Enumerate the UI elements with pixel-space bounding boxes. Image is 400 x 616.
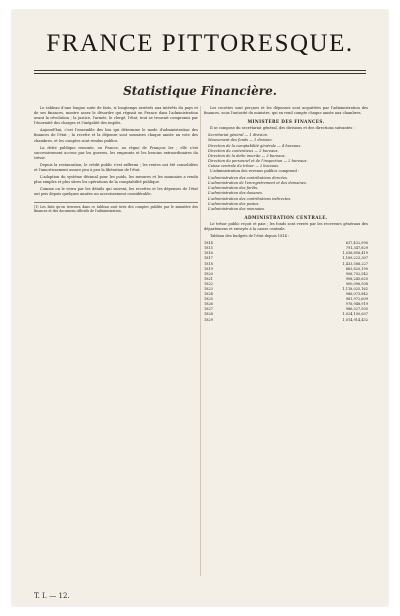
document-page (12, 10, 388, 606)
masthead-rule-double (34, 73, 366, 74)
row-label: 1827 (204, 307, 213, 312)
ministry-heading: MINISTÈRE DES FINANCES. (247, 119, 325, 125)
row-label: 1819 (204, 266, 213, 271)
row-amount: 1,118,025,162 (342, 287, 368, 291)
row-amount: 1,024,100,637 (342, 312, 368, 317)
list-item: Direction du personnel et de l'inspection — 2 bureaux. (208, 158, 308, 163)
budget-table (204, 241, 368, 323)
masthead-rule (34, 70, 366, 71)
paragraph: Depuis la restauration, le crédit public s'est raffermi ; les rentes ont été consolidées et l'amortissement assure peu à peu la libération de l'état. (34, 162, 198, 173)
masthead-title: FRANCE PITTORESQUE. (46, 30, 354, 57)
row-amount: 791,347,829 (345, 246, 368, 251)
row-label: 1826 (204, 302, 213, 307)
paragraph: Aujourd'hui, c'est l'ensemble des lois qui détermine le mode d'administration des finances de l'état ; la recette et la dépense sont soumises chaque année au vote des chambres, et les comptes sont rendus publics. (34, 128, 198, 143)
list-item: L'administration des douanes. (208, 191, 263, 196)
list-item: L'administration des contributions indirectes. (208, 196, 292, 201)
paragraph: La dette publique remonte, en France, au règne de François Ier ; elle s'est successivement accrue par les guerres, les emprunts et les besoins extraordinaires du trésor. (34, 145, 198, 160)
list-item: Direction de la dette inscrite — 3 bureaux. (208, 153, 286, 158)
row-label: 1818 (204, 261, 213, 266)
list-item: Mouvement des fonds — 1 division. (208, 138, 273, 143)
central-heading: ADMINISTRATION CENTRALE. (244, 214, 328, 220)
ministry-text: Il se compose du secrétariat général, des divisions et des directions suivantes : (210, 126, 355, 131)
row-amount: 908,245,620 (345, 276, 368, 281)
table-intro: Tableau des budgets de l'état depuis 1814 : (210, 234, 290, 239)
central-text: Le trésor public reçoit et paie ; les fonds sont versés par les receveurs généraux des départemens et envoyés à la caisse centrale. (204, 221, 368, 231)
row-label: 1821 (204, 276, 213, 281)
row-label: 1817 (204, 256, 213, 261)
row-amount: 986,527,505 (345, 307, 368, 312)
row-amount: 976,948,919 (345, 302, 368, 307)
row-label: 1822 (204, 281, 213, 286)
row-amount: 1,014,914,432 (342, 317, 368, 322)
footnote: (1) Les faits qu'on trouvera dans ce tableau sont tirés des comptes publiés par le ministère des finances et des documens officiels de l'administration. (34, 202, 198, 214)
left-column (34, 106, 198, 214)
row-label: 1815 (204, 246, 213, 251)
column-divider (200, 106, 201, 576)
list-item: Direction du contentieux — 2 bureaux. (208, 148, 279, 153)
row-label: 1820 (204, 271, 213, 276)
table-row (204, 318, 368, 323)
list-item: L'administration de l'enregistrement et des domaines. (208, 181, 307, 186)
row-label: 1814 (204, 241, 213, 246)
row-label: 1823 (204, 287, 213, 291)
list-item: Caisse centrale du trésor — 2 bureaux. (208, 163, 280, 168)
list-item: L'administration des monnaies. (208, 206, 266, 211)
page-number: T. I. — 12. (34, 592, 70, 600)
row-label: 1828 (204, 312, 213, 317)
section-title: Statistique Financière. (123, 84, 277, 98)
row-amount: 986,073,842 (345, 292, 368, 297)
row-label: 1824 (204, 292, 213, 297)
row-amount: 637,432,990 (345, 241, 368, 246)
row-amount: 1,189,223,307 (342, 256, 368, 261)
paragraph: Le tableau d'une longue suite de faits, si longtemps arriérés aux intérêts du pays et de ses finances, montre assez le désordre qui régnait en France dans l'administration avant la révolution ; la justice, l'armée, le clergé, l'état, tout se trouvait compromis par l'énormité des charges et l'inégalité des impôts. (34, 106, 198, 126)
row-amount: 1,036,856,419 (342, 251, 368, 256)
row-amount: 981,972,609 (345, 297, 368, 302)
list-item: Secrétariat général — 1 division. (208, 133, 269, 138)
list-item: L'administration des postes. (208, 201, 260, 206)
intro-paragraph: Les recettes sont perçues et les dépenses sont acquittées par l'administration des finances, sous l'autorité du ministre, qui en rend compte chaque année aux chambres. (204, 106, 368, 116)
paragraph: Comme on le verra par les détails qui suivent, les recettes et les dépenses de l'état ont pris depuis quelques années un accroissement considérable. (34, 187, 198, 197)
row-amount: 900,096,508 (345, 281, 368, 286)
paragraph: L'adoption du système décimal pour les poids, les mesures et les monnaies a rendu plus simples et plus sûres les opérations de la comptabilité publique. (34, 175, 198, 185)
row-label: 1816 (204, 251, 213, 256)
list-item: L'administration des contributions directes. (208, 176, 288, 181)
row-label: 1825 (204, 297, 213, 302)
right-column (204, 106, 368, 323)
admin-text: L'administration des revenus publics comprend : (210, 169, 300, 174)
row-amount: 1,433,588,227 (342, 261, 368, 266)
list-item: Direction de la comptabilité générale — 4 bureaux. (208, 143, 302, 148)
list-item: L'administration des forêts. (208, 186, 259, 191)
row-amount: 906,702,542 (345, 271, 368, 276)
row-amount: 863,820,190 (345, 266, 368, 271)
row-label: 1829 (204, 317, 213, 322)
